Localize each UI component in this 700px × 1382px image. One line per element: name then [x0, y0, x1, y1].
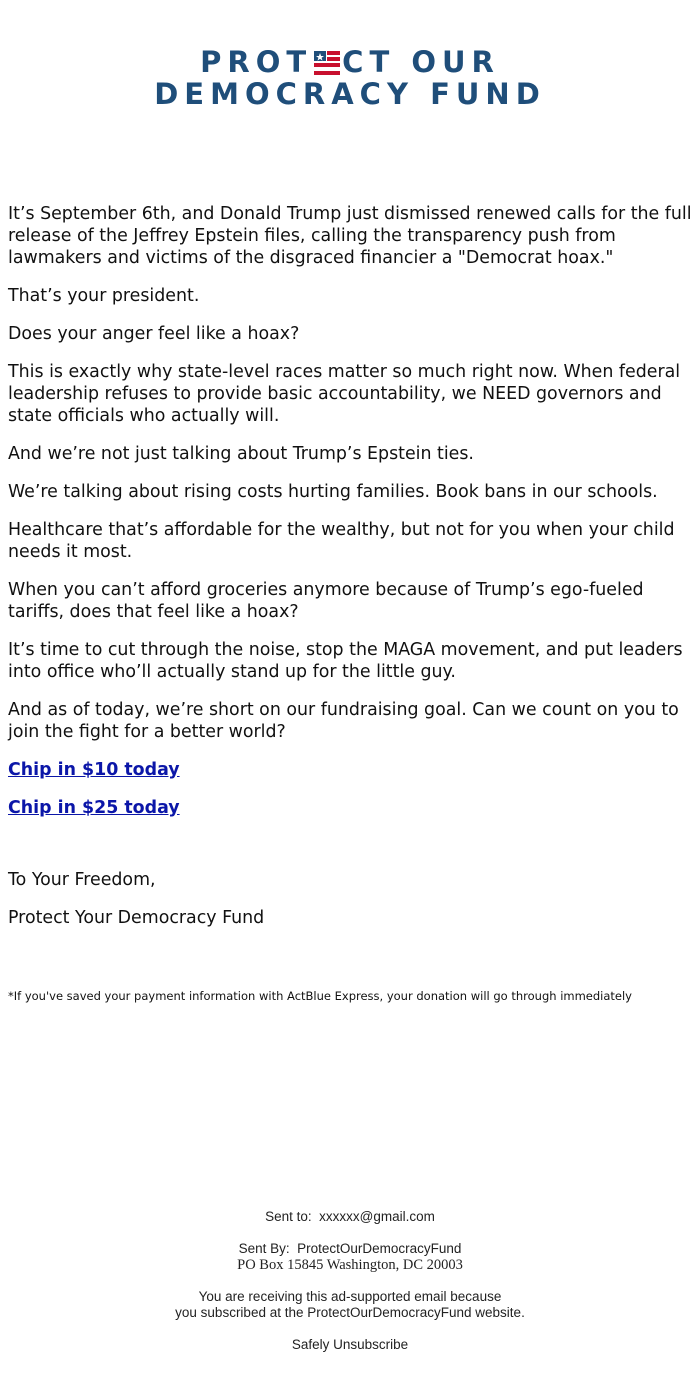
paragraph: We’re talking about rising costs hurting families. Book bans in our schools.: [8, 482, 658, 502]
email-footer: [0, 1209, 700, 1353]
sent-by-row: [0, 1241, 700, 1257]
flag-e-icon: [314, 51, 340, 75]
sent-by-label: Sent By:: [238, 1241, 290, 1256]
paragraph: This is exactly why state-level races matter so much right now. When federal leadership refuses to provide basic accountability, we NEED governors and state officials who actually will.: [8, 362, 681, 426]
chip-in-25-link[interactable]: Chip in $25 today: [8, 798, 180, 818]
paragraph: It’s time to cut through the noise, stop the MAGA movement, and put leaders into office who’ll actually stand up for the little guy.: [8, 640, 683, 682]
chip-in-10-link[interactable]: Chip in $10 today: [8, 760, 180, 780]
actblue-note: *If you've saved your payment information with ActBlue Express, your donation will go through immediately: [8, 989, 632, 1003]
spacer: [8, 835, 694, 869]
sent-to-row: [0, 1209, 700, 1225]
sent-by-name: ProtectOurDemocracyFund: [297, 1241, 462, 1256]
cta-25-row: [8, 797, 694, 819]
paragraph: It’s September 6th, and Donald Trump just dismissed renewed calls for the full release of the Jeffrey Epstein files, calling the transparency push from lawmakers and victims of the disgraced financier a "Democrat hoax.": [8, 204, 692, 268]
paragraph: Healthcare that’s affordable for the wealthy, but not for you when your child needs it most.: [8, 520, 675, 562]
paragraph: That’s your president.: [8, 286, 200, 306]
reason-line-2: you subscribed at the ProtectOurDemocracyFund website.: [175, 1305, 525, 1320]
mailing-address: PO Box 15845 Washington, DC 20003: [237, 1257, 463, 1273]
brand-logo: [0, 46, 700, 110]
paragraph: When you can’t afford groceries anymore because of Trump’s ego-fueled tariffs, does that feel like a hoax?: [8, 580, 644, 622]
cta-10-row: [8, 759, 694, 781]
unsubscribe-link[interactable]: Safely Unsubscribe: [291, 1337, 409, 1352]
paragraph: Does your anger feel like a hoax?: [8, 324, 300, 344]
logo-text-part1: PROT: [200, 45, 313, 79]
reason-line-1: You are receiving this ad-supported email because: [198, 1289, 502, 1304]
sent-to-label: Sent to:: [265, 1209, 312, 1224]
logo-line-1: [0, 46, 700, 78]
sent-to-email: xxxxxx@gmail.com: [319, 1209, 435, 1224]
paragraph: And as of today, we’re short on our fundraising goal. Can we count on you to join the fight for a better world?: [8, 700, 679, 742]
closing-line: To Your Freedom,: [8, 870, 156, 890]
email-body: [8, 203, 694, 945]
logo-line-2: DEMOCRACY FUND: [154, 77, 546, 111]
signature: Protect Your Democracy Fund: [8, 908, 265, 928]
paragraph: And we’re not just talking about Trump’s Epstein ties.: [8, 444, 474, 464]
logo-text-part2: CT OUR: [342, 45, 500, 79]
